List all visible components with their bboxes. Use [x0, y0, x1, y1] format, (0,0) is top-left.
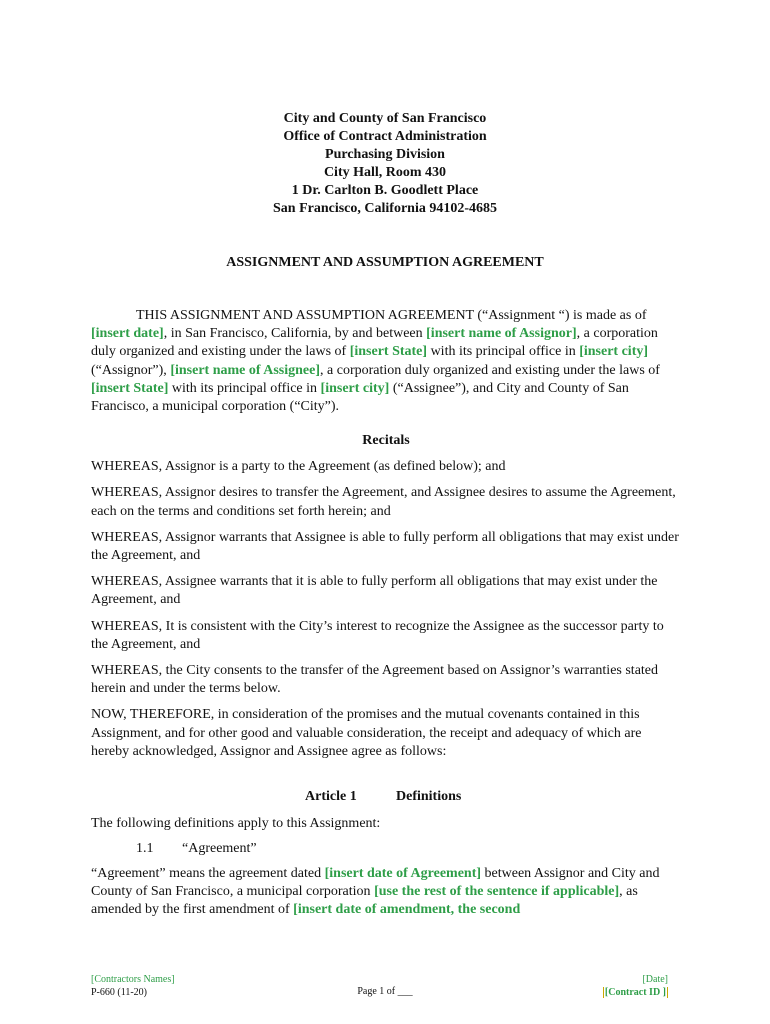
field-amendment-date: [insert date of amendment, the second [293, 902, 521, 918]
recital-paragraph: WHEREAS, Assignor desires to transfer the Agreement, and Assignee desires to assume the Agreement, each on the terms and conditions set forth herein; and [91, 485, 676, 519]
intro-text: (“Assignor”), [91, 362, 171, 378]
header-line: 1 Dr. Carlton B. Goodlett Place [291, 183, 479, 198]
now-therefore-paragraph: NOW, THEREFORE, in consideration of the promises and the mutual covenants contained in this Assignment, and for other good and valuable consideration, the receipt and adequacy of which are hereby acknowledged, Assignor and Assignee agree as follows: [91, 707, 642, 759]
intro-text: (“Assignee”), and City and County of San Francisco, a municipal corporation (“City”). [91, 380, 629, 415]
field-agreement-date: [insert date of Agreement] [324, 866, 482, 881]
section-title: “Agreement” [182, 841, 257, 856]
intro-text: with its principal office in [427, 344, 580, 360]
article-name: Definitions [396, 789, 462, 804]
field-assignor-state: [insert State] [349, 344, 428, 360]
field-assignor-city: [insert city] [579, 344, 649, 360]
section-number: 1.1 [136, 841, 154, 856]
field-optional-sentence: [use the rest of the sentence if applicable] [374, 884, 620, 900]
field-assignee-name: [insert name of Assignee] [170, 362, 321, 378]
field-insert-date: [insert date] [91, 326, 164, 342]
header-line: Purchasing Division [325, 147, 445, 162]
recitals-heading: Recitals [362, 433, 410, 448]
field-assignee-city: [insert city] [320, 380, 390, 396]
definition-text: between Assignor and City and County of San Francisco, a municipal corporation [91, 866, 660, 900]
header-line: City Hall, Room 430 [323, 165, 447, 180]
field-assignee-state: [insert State] [91, 380, 169, 396]
definitions-intro: The following definitions apply to this Assignment: [91, 816, 381, 831]
field-assignor-name: [insert name of Assignor] [426, 326, 577, 342]
recital-paragraph: WHEREAS, the City consents to the transfer of the Agreement based on Assignor’s warranties stated herein and under the terms below. [91, 663, 659, 697]
office-address-header [0, 110, 770, 218]
recital-paragraph: WHEREAS, It is consistent with the City’s interest to recognize the Assignee as the successor party to the Agreement, and [91, 618, 664, 652]
footer-contractors: [Contractors Names] [91, 974, 175, 985]
footer-page-number: Page 1 of ___ [357, 986, 413, 997]
agreement-definition [91, 865, 681, 920]
recital-paragraph: WHEREAS, Assignor is a party to the Agreement (as defined below); and [91, 459, 506, 475]
recital-paragraph: WHEREAS, Assignee warrants that it is able to fully perform all obligations that may exist under the Agreement, and [91, 574, 658, 608]
header-line: City and County of San Francisco [283, 111, 487, 126]
intro-text: , a corporation duly organized and existing under the laws of [91, 326, 658, 360]
intro-text: , a corporation duly organized and existing under the laws of [320, 362, 660, 378]
intro-text: THIS ASSIGNMENT AND ASSUMPTION AGREEMENT (“Assignment “) is made as of [136, 308, 647, 323]
recital-paragraph: WHEREAS, Assignor warrants that Assignee is able to fully perform all obligations that may exist under the Agreement, and [91, 529, 679, 564]
document-title: ASSIGNMENT AND ASSUMPTION AGREEMENT [226, 255, 544, 270]
article-number: Article 1 [305, 789, 357, 804]
header-line: Office of Contract Administration [283, 129, 487, 144]
intro-paragraph [91, 307, 681, 423]
intro-text: with its principal office in [168, 380, 321, 396]
intro-text: , in San Francisco, California, by and between [163, 326, 427, 342]
footer-form-number: P-660 (11-20) [91, 987, 148, 998]
definition-text: , as amended by the first amendment of [91, 884, 638, 918]
definition-text: “Agreement” means the agreement dated [91, 866, 325, 881]
footer-contract-id: [Contract ID ] [604, 987, 666, 998]
footer-date: [Date] [642, 974, 668, 985]
footer-right [603, 973, 668, 999]
header-line: San Francisco, California 94102-4685 [273, 201, 497, 216]
recitals-section [91, 432, 681, 768]
